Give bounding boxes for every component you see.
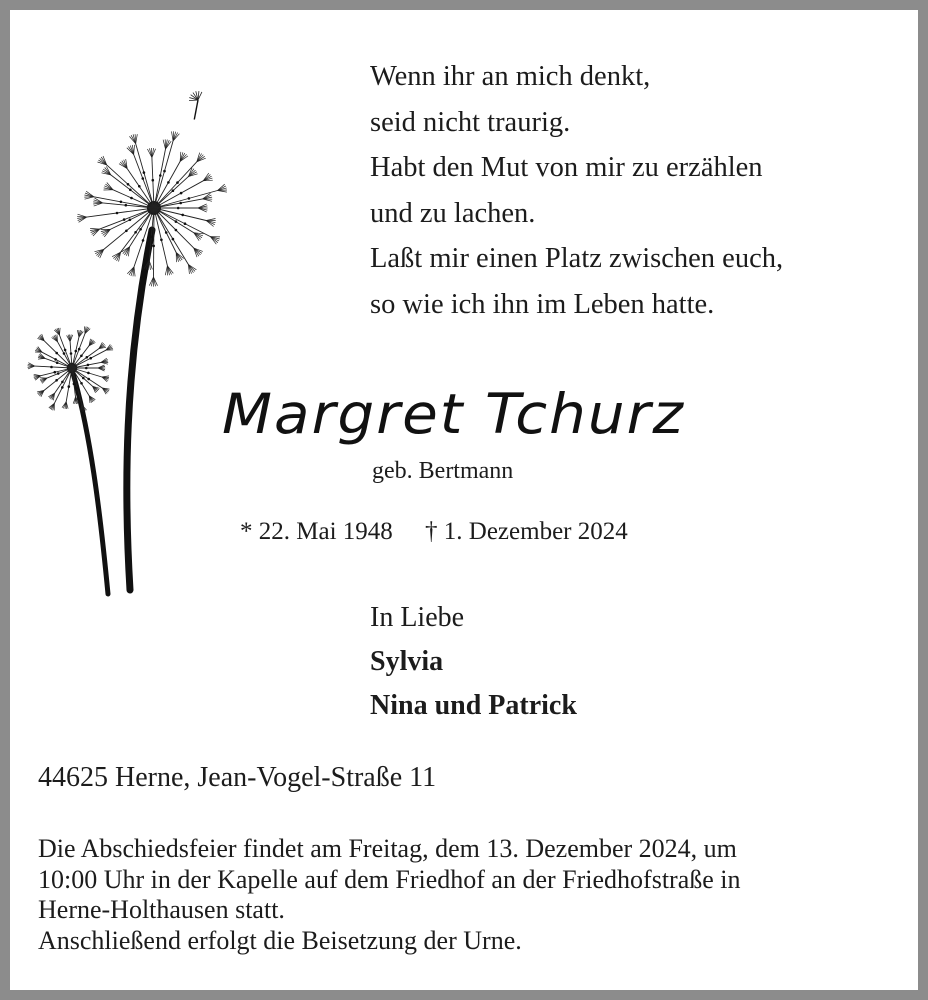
deceased-name: Margret Tchurz xyxy=(222,381,685,447)
address: 44625 Herne, Jean-Vogel-Straße 11 xyxy=(38,762,437,793)
funeral-notice xyxy=(38,834,898,956)
notice-line: Die Abschiedsfeier findet am Freitag, dem 13. Dezember 2024, um xyxy=(38,834,737,863)
death-date: † 1. Dezember 2024 xyxy=(425,518,628,545)
notice-line: Anschließend erfolgt die Beisetzung der Urne. xyxy=(38,925,522,955)
birth-date: * 22. Mai 1948 xyxy=(240,518,393,545)
notice-line: 10:00 Uhr in der Kapelle auf dem Friedhof an der Friedhofstraße in xyxy=(38,864,741,894)
poem-line: Wenn ihr an mich denkt, xyxy=(370,61,651,92)
notice-line: Herne-Holthausen statt. xyxy=(38,895,285,924)
life-dates xyxy=(240,518,628,546)
dandelion-icon xyxy=(20,70,250,610)
poem-line: so wie ich ihn im Leben hatte. xyxy=(370,288,715,320)
poem-line: Laßt mir einen Platz zwischen euch, xyxy=(370,243,784,274)
family-member: Sylvia xyxy=(370,646,444,677)
poem xyxy=(370,54,783,327)
poem-line: Habt den Mut von mir zu erzählen xyxy=(370,152,763,183)
poem-line: seid nicht traurig. xyxy=(370,106,571,138)
birth-name: geb. Bertmann xyxy=(372,458,514,484)
family-member: Nina und Patrick xyxy=(370,690,577,721)
family-intro: In Liebe xyxy=(370,602,465,633)
poem-line: und zu lachen. xyxy=(370,197,536,229)
family-signature xyxy=(370,596,577,728)
